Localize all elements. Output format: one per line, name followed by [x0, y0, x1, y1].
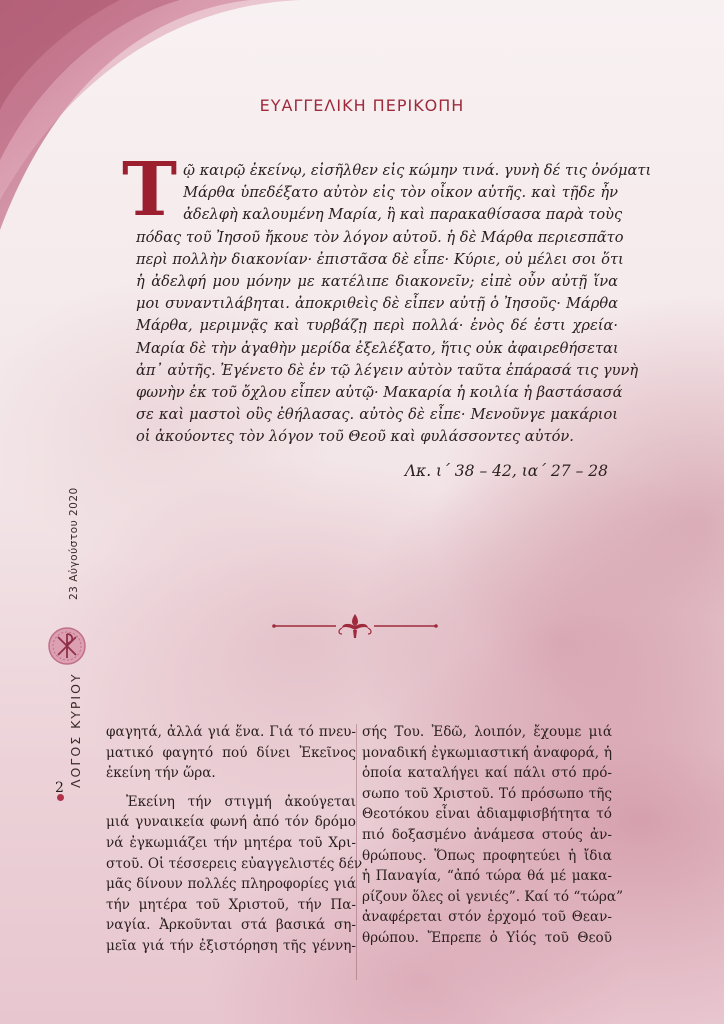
- article-line: τήν μητέρα τοῦ Χριστοῦ, τήν Πα-: [106, 896, 356, 913]
- article-line: σωπο τοῦ Χριστοῦ. Τό πρόσωπο τῆς: [362, 785, 612, 802]
- article-line: θρώπους. Ὅπως προφητεύει ἡ ἴδια: [362, 847, 612, 864]
- article-line: θρώπου. Ἔπρεπε ὁ Υἱός τοῦ Θεοῦ: [362, 929, 612, 946]
- gospel-line: Μάρθα ὑπεδέξατο αὐτὸν εἰς τὸν οἶκον αὐτῆς. καὶ τῇδε ἦν: [183, 184, 618, 202]
- article-line: μεῖα γιά τήν ἐξιστόρηση τῆς γέννη-: [106, 937, 356, 954]
- article-column-left: [106, 722, 363, 957]
- article-line: μιά γυναικεία φωνή ἀπό τόν δρόμο: [106, 814, 356, 831]
- column-separator: [356, 724, 357, 980]
- article-line: ἀναφέρεται στόν ἐρχομό τοῦ Θεαν-: [362, 909, 612, 926]
- article-line: μοναδική ἐγκωμιαστική ἀναφορά, ἡ: [362, 744, 612, 761]
- article-line: πιό δοξασμένο ἀνάμεσα στούς ἀν-: [362, 826, 612, 843]
- drop-cap: Τ: [122, 147, 178, 233]
- article-line: ρίζουν ὅλες οἱ γενιές”. Καί τό “τώρα”: [362, 888, 624, 905]
- ornament-divider: [270, 612, 440, 640]
- article-line: Θεοτόκου εἶναι ἀδιαμφισβήτητα τό: [362, 806, 612, 823]
- gospel-line: φωνὴν ἐκ τοῦ ὄχλου εἶπεν αὐτῷ· Μακαρία ἡ κοιλία ἡ βαστάσασά: [136, 384, 623, 402]
- article-line: μᾶς δίνουν πολλές πληροφορίες γιά: [106, 876, 356, 893]
- gospel-line: οἱ ἀκούοντες τὸν λόγον τοῦ Θεοῦ καὶ φυλάσσοντες αὐτόν.: [136, 428, 574, 446]
- gospel-line: περὶ πολλὴν διακονίαν· ἐπιστᾶσα δὲ εἶπε· Κύριε, οὐ μέλει σοι ὅτι: [136, 250, 624, 268]
- article-line: Ἐκείνη τήν στιγμή ἀκούγεται: [126, 793, 356, 810]
- page-number: 2: [55, 780, 64, 796]
- gospel-line: πόδας τοῦ Ἰησοῦ ἤκουε τὸν λόγον αὐτοῦ. ἡ δὲ Μάρθα περιεσπᾶτο: [136, 228, 624, 246]
- gospel-line: ῷ καιρῷ ἐκείνῳ, εἰσῆλθεν εἰς κώμην τινά. γυνὴ δέ τις ὀνόματι: [183, 162, 652, 179]
- gospel-line: ἀπ᾽ αὐτῆς. Ἐγένετο δὲ ἐν τῷ λέγειν αὐτὸν ταῦτα ἐπάρασά τις γυνὴ: [136, 361, 639, 379]
- article-line: ὁποία καταλήγει καί πάλι στό πρό-: [362, 765, 612, 782]
- sidebar: [36, 430, 96, 810]
- article-line: ναγία. Ἀρκοῦνται στά βασικά ση-: [106, 917, 356, 934]
- gospel-passage: [122, 147, 652, 449]
- article-line: ἡ Παναγία, “ἀπό τώρα θά μέ μακα-: [362, 868, 612, 885]
- issue-date: 23 Αὐγούστου 2020: [68, 487, 80, 600]
- chi-rho-seal-icon: [47, 626, 87, 666]
- article-line: νά ἐγκωμιάζει τήν μητέρα τοῦ Χρι-: [106, 834, 356, 851]
- scripture-reference: Λκ. ι´ 38 – 42, ια´ 27 – 28: [404, 462, 608, 480]
- article-line: στοῦ. Οἱ τέσσερεις εὐαγγελιστές δέν: [106, 855, 363, 872]
- article-line: σής Του. Ἐδῶ, λοιπόν, ἔχουμε μιά: [362, 724, 612, 740]
- article-line: ματικό φαγητό πού δίνει Ἐκεῖνος: [106, 744, 356, 761]
- article-line: φαγητά, ἀλλά γιά ἕνα. Γιά τό πνευ-: [106, 724, 356, 740]
- gospel-line: μοι συναντιλάβηται. ἀποκριθεὶς δὲ εἶπεν αὐτῇ ὁ Ἰησοῦς· Μάρθα: [136, 295, 618, 313]
- article-line: ἐκείνη τήν ὥρα.: [106, 765, 216, 782]
- section-heading: ΕΥΑΓΓΕΛΙΚΗ ΠΕΡΙΚΟΠΗ: [259, 96, 465, 115]
- gospel-line: σε καὶ μαστοὶ οὓς ἐθήλασας. αὐτὸς δὲ εἶπε· Μενοῦνγε μακάριοι: [136, 406, 618, 424]
- magazine-title: ΛΟΓΟΣ ΚΥΡΙΟΥ: [68, 672, 83, 788]
- gospel-line: ἡ ἀδελφή μου μόνην με κατέλιπε διακονεῖν; εἰπὲ οὖν αὐτῇ ἵνα: [136, 273, 618, 291]
- article-column-right: [362, 722, 624, 949]
- gospel-line: ἀδελφὴ καλουμένη Μαρία, ἣ καὶ παρακαθίσασα παρὰ τοὺς: [183, 206, 623, 224]
- gospel-line: Μάρθα, μεριμνᾷς καὶ τυρβάζῃ περὶ πολλά· ἑνὸς δέ ἐστι χρεία·: [136, 317, 618, 335]
- gospel-line: Μαρία δὲ τὴν ἀγαθὴν μερίδα ἐξελέξατο, ἥτις οὐκ ἀφαιρεθήσεται: [136, 339, 619, 357]
